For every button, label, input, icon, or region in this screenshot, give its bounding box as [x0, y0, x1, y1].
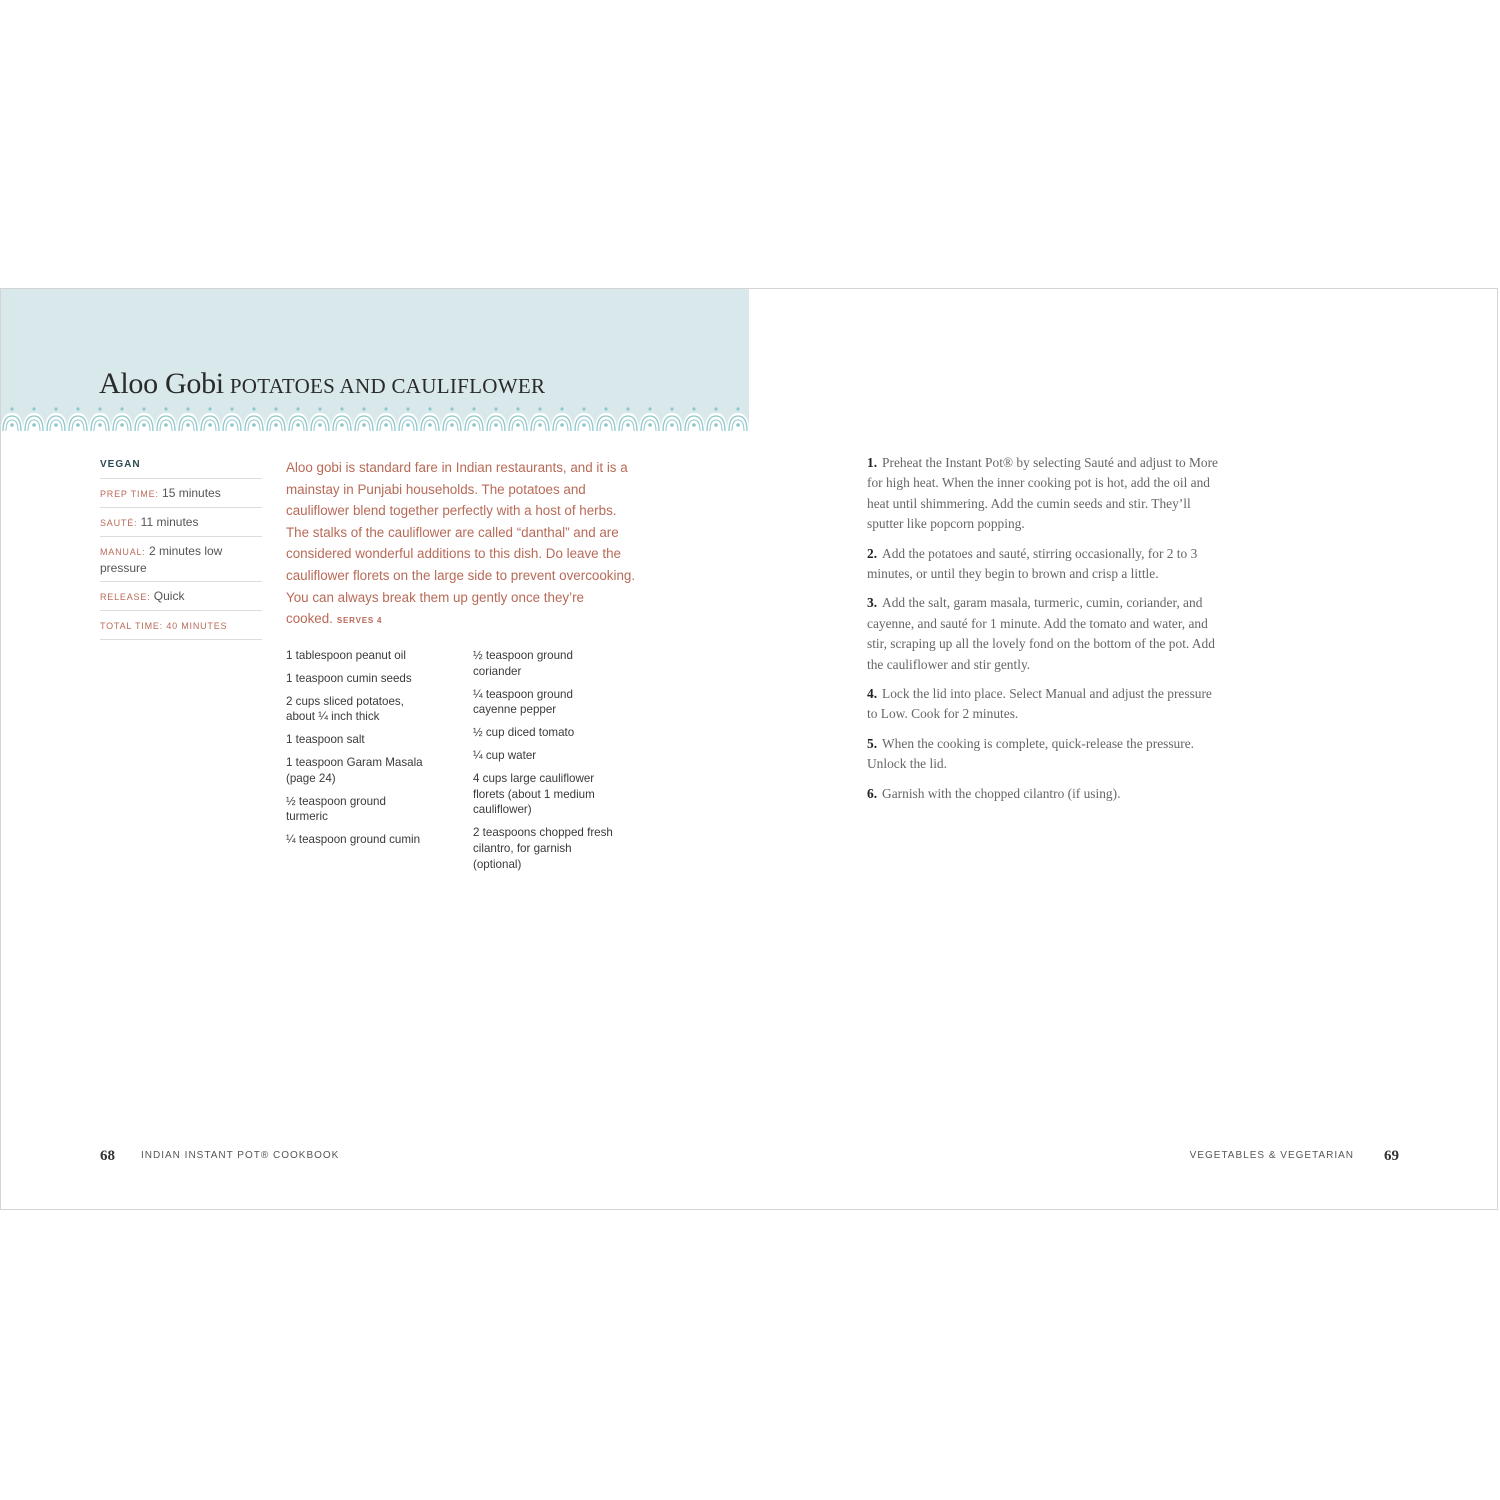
ingredient-item: 4 cups large cauliflower florets (about 1 medium cauliflower): [473, 771, 595, 817]
step-item: [867, 593, 1219, 675]
ingredient-item: 1 teaspoon salt: [286, 733, 365, 747]
meta-release: [100, 582, 262, 611]
meta-label: SAUTÉ:: [100, 518, 138, 528]
step-item: [867, 544, 1219, 585]
meta-value: Quick: [153, 589, 185, 603]
recipe-steps: [867, 453, 1219, 813]
step-text: Add the salt, garam masala, turmeric, cumin, coriander, and cayenne, and sauté for 1 minute. Add the tomato and water, and stir, scraping up all the lovely fond on the bottom of the pot. Add the cauliflower and stir gently.: [867, 595, 1215, 672]
step-number: 2.: [867, 545, 878, 561]
meta-saute-time: [100, 508, 262, 537]
running-head-right: VEGETABLES & VEGETARIAN: [1189, 1150, 1354, 1161]
step-number: 5.: [867, 735, 878, 751]
title-band: [1, 289, 749, 431]
step-text: Preheat the Instant Pot® by selecting Sauté and adjust to More for high heat. When the inner cooking pot is hot, add the oil and heat until shimmering. Add the cumin seeds and stir. They’ll sputter like popcorn popping.: [867, 455, 1218, 532]
intro-text: Aloo gobi is standard fare in Indian restaurants, and it is a mainstay in Punjabi households. The potatoes and cauliflower blend together perfectly with a host of herbs. The stalks of the cauliflower are called “danthal” and are considered wonderful additions to this dish. Do leave the cauliflower florets on the large side to prevent overcooking. You can always break them up gently once they’re cooked.: [286, 460, 636, 627]
decorative-border-pattern: [1, 405, 749, 431]
step-number: 1.: [867, 455, 878, 470]
ingredient-item: ½ cup diced tomato: [473, 726, 575, 740]
ingredient-item: ½ teaspoon ground turmeric: [286, 794, 386, 824]
ingredients-column-right: [473, 648, 643, 880]
ingredient-item: 2 teaspoons chopped fresh cilantro, for garnish (optional): [473, 826, 613, 871]
page-number-left: 68: [100, 1148, 115, 1164]
step-number: 3.: [867, 595, 878, 611]
meta-total-time: [100, 611, 262, 640]
ingredient-item: ¼ teaspoon ground cumin: [286, 833, 421, 847]
meta-value: 11 minutes: [140, 515, 199, 529]
meta-label: TOTAL TIME:: [100, 621, 163, 631]
meta-value: 2 minutes low pressure: [100, 544, 223, 575]
step-number: 4.: [867, 686, 878, 702]
step-item: [867, 784, 1219, 804]
ingredient-item: 1 teaspoon cumin seeds: [286, 671, 412, 685]
meta-label: MANUAL:: [100, 547, 146, 557]
recipe-intro: [286, 457, 636, 632]
meta-label: PREP TIME:: [100, 489, 159, 499]
ingredient-item: ¼ cup water: [473, 748, 537, 762]
meta-value: 15 minutes: [162, 486, 221, 500]
ingredients-column-left: [286, 648, 456, 855]
step-item: [867, 684, 1219, 725]
step-item: [867, 453, 1219, 535]
running-head-left: INDIAN INSTANT POT® COOKBOOK: [141, 1150, 340, 1161]
recipe-meta: [100, 459, 262, 640]
meta-manual-time: [100, 537, 262, 582]
right-page-footer: [1190, 1147, 1399, 1165]
recipe-title-main: Aloo Gobi: [99, 367, 224, 400]
step-text: Lock the lid into place. Select Manual and adjust the pressure to Low. Cook for 2 minutes.: [867, 686, 1212, 722]
ingredient-item: ½ teaspoon ground coriander: [473, 649, 573, 678]
recipe-subtitle: POTATOES AND CAULIFLOWER: [229, 374, 546, 398]
ingredient-item: 1 teaspoon Garam Masala (page 24): [286, 755, 423, 785]
ingredient-item: 1 tablespoon peanut oil: [286, 649, 406, 662]
step-item: [867, 734, 1219, 775]
step-text: Garnish with the chopped cilantro (if using).: [882, 785, 1121, 801]
ingredient-item: 2 cups sliced potatoes, about ¼ inch thick: [286, 694, 404, 724]
recipe-title: [99, 367, 545, 401]
diet-tag: VEGAN: [100, 459, 262, 479]
meta-value: 40 MINUTES: [166, 621, 228, 631]
meta-label: RELEASE:: [100, 592, 151, 602]
book-spread: [0, 288, 1498, 1210]
page-number-right: 69: [1384, 1148, 1399, 1164]
left-page-footer: [100, 1147, 339, 1165]
step-text: When the cooking is complete, quick-release the pressure. Unlock the lid.: [867, 735, 1195, 772]
step-number: 6.: [867, 785, 878, 801]
ingredient-item: ¼ teaspoon ground cayenne pepper: [473, 687, 573, 717]
serves-label: SERVES 4: [336, 616, 383, 626]
meta-prep-time: [100, 479, 262, 508]
step-text: Add the potatoes and sauté, stirring occasionally, for 2 to 3 minutes, or until they begin to brown and crisp a little.: [867, 545, 1198, 582]
